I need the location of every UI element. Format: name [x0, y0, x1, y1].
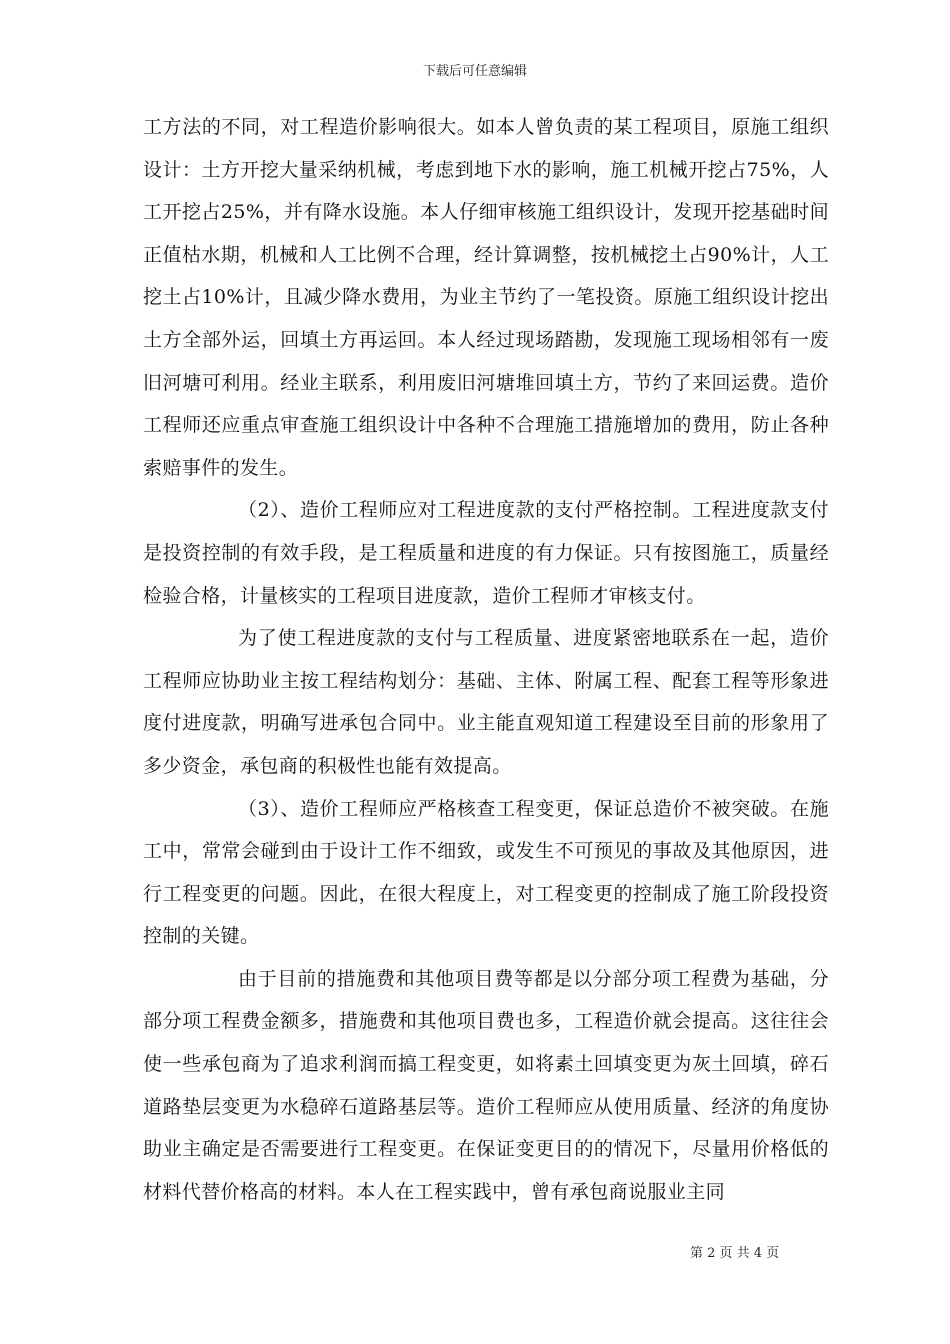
paragraph-progress-payment: （2）、造价工程师应对工程进度款的支付严格控制。工程进度款支付是投资控制的有效手段，是工程质量和进度的有力保证。只有按图施工，质量经检验合格，计量核实的工程项目进度款，造价工程师才审核支付。	[143, 499, 829, 607]
paragraph-engineering-change: （3）、造价工程师应严格核查工程变更，保证总造价不被突破。在施工中，常常会碰到由于设计工作不细致，或发生不可预见的事故及其他原因，进行工程变更的问题。因此，在很大程度上，对工程变更的控制成了施工阶段投资控制的关键。	[143, 797, 829, 948]
page-header: 下载后可任意编辑	[422, 64, 527, 79]
paragraph-structure-division: 为了使工程进度款的支付与工程质量、进度紧密地联系在一起，造价工程师应协助业主按工程结构划分：基础、主体、附属工程、配套工程等形象进度付进度款，明确写进承包合同中。业主能直观知道工程建设至目前的形象用了多少资金，承包商的积极性也能有效提高。	[143, 627, 829, 777]
paragraph-measure-fees: 由于目前的措施费和其他项目费等都是以分部分项工程费为基础，分部分项工程费金额多，措施费和其他项目费也多，工程造价就会提高。这往往会使一些承包商为了追求利润而搞工程变更，如将素土回填变更为灰土回填，碎石道路垫层变更为水稳碎石道路基层等。造价工程师应从使用质量、经济的角度协助业主确定是否需要进行工程变更。在保证变更目的的情况下，尽量用价格低的材料代替价格高的材料。本人在工程实践中，曾有承包商说服业主同	[143, 967, 829, 1203]
paragraph-continuation: 工方法的不同，对工程造价影响很大。如本人曾负责的某工程项目，原施工组织设计：土方开挖大量采纳机械，考虑到地下水的影响，施工机械开挖占75%，人工开挖占25%，并有降水设施。本人仔细审核施工组织设计，发现开挖基础时间正值枯水期，机械和人工比例不合理，经计算调整，按机械挖土占90%计，人工挖土占10%计，且减少降水费用，为业主节约了一笔投资。原施工组织设计挖出土方全部外运，回填土方再运回。本人经过现场踏勘，发现施工现场相邻有一废旧河塘可利用。经业主联系，利用废旧河塘堆回填土方，节约了来回运费。造价工程师还应重点审查施工组织设计中各种不合理施工措施增加的费用，防止各种索赔事件的发生。	[143, 116, 829, 479]
page-number: 第 2 页 共 4 页	[690, 1246, 780, 1261]
document-body	[143, 106, 829, 1213]
